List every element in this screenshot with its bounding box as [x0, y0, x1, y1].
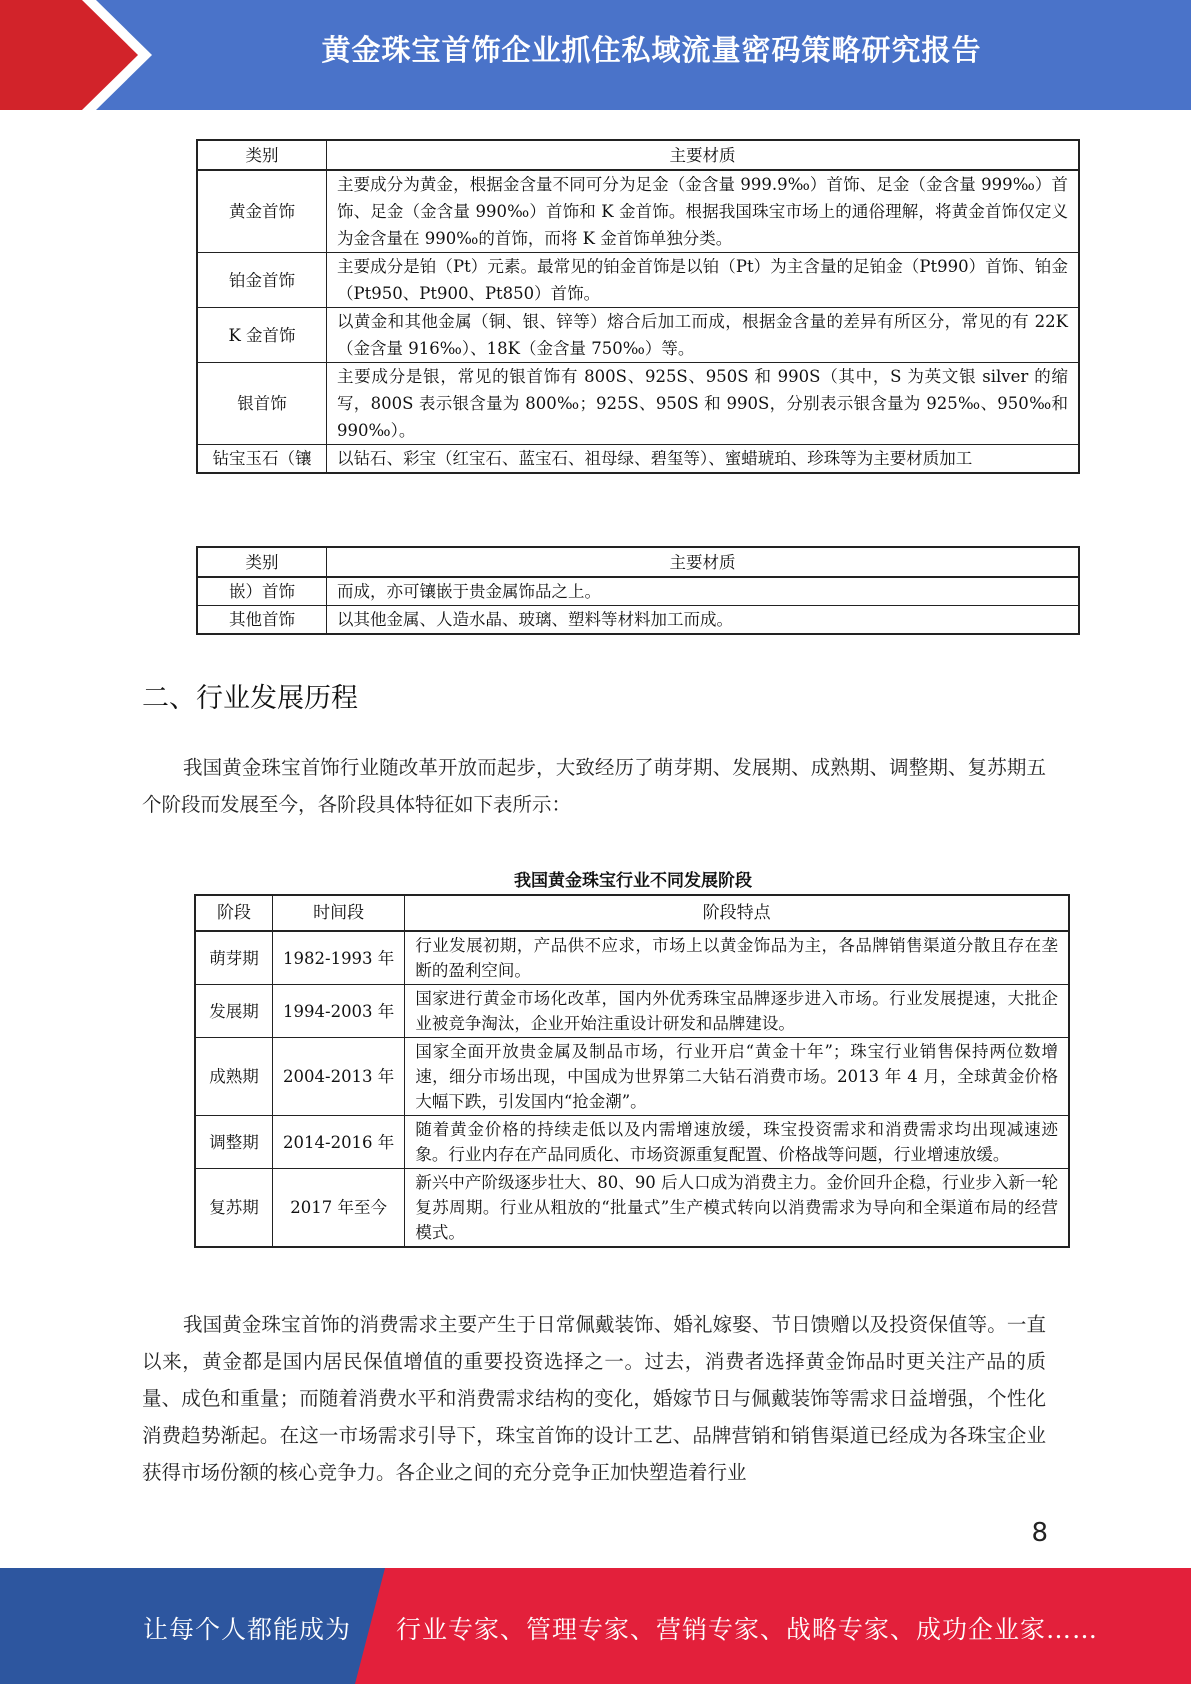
- category-cell: 其他首饰: [197, 606, 327, 635]
- category-cell: 铂金首饰: [197, 253, 327, 308]
- table-header-row: [195, 895, 1069, 931]
- body-paragraph: 我国黄金珠宝首饰的消费需求主要产生于日常佩戴装饰、婚礼嫁娶、节日馈赠以及投资保值等。一直以来，黄金都是国内居民保值增值的重要投资选择之一。过去，消费者选择黄金饰品时更关注产品的质量、成色和重量；而随着消费水平和消费需求结构的变化，婚嫁节日与佩戴装饰等需求日益增强，个性化消费趋势渐起。在这一市场需求引导下，珠宝首饰的设计工艺、品牌营销和销售渠道已经成为各珠宝企业获得市场份额的核心竞争力。各企业之间的充分竞争正加快塑造着行业: [142, 1313, 1046, 1484]
- period-cell: 2004-2013 年: [273, 1038, 405, 1116]
- table-row: [197, 308, 1079, 363]
- table-row: [197, 253, 1079, 308]
- stage-cell: 萌芽期: [195, 931, 273, 985]
- table-row: [195, 985, 1069, 1038]
- category-cell: K 金首饰: [197, 308, 327, 363]
- material-cell: 主要成分为黄金，根据金含量不同可分为足金（金含量 999.9‰）首饰、足金（金含量 999‰）首饰、足金（金含量 990‰）首饰和 K 金首饰。根据我国珠宝市场上的通俗理解，将黄金首饰仅定义为金含量在 990‰的首饰，而将 K 金首饰单独分类。: [327, 170, 1080, 253]
- stage-cell: 调整期: [195, 1116, 273, 1169]
- column-header: 阶段特点: [405, 895, 1069, 931]
- table-row: [197, 577, 1079, 606]
- material-cell: 以钻石、彩宝（红宝石、蓝宝石、祖母绿、碧玺等）、蜜蜡琥珀、珍珠等为主要材质加工: [327, 445, 1080, 474]
- material-table-part1: [196, 139, 1080, 474]
- table-row: [197, 363, 1079, 445]
- material-cell: 以其他金属、人造水晶、玻璃、塑料等材料加工而成。: [327, 606, 1080, 635]
- stage-cell: 成熟期: [195, 1038, 273, 1116]
- column-header: 类别: [197, 140, 327, 170]
- footer-slogan-left: 让每个人都能成为: [143, 1615, 352, 1644]
- table-caption: 我国黄金珠宝行业不同发展阶段: [514, 871, 752, 891]
- period-cell: 2014-2016 年: [273, 1116, 405, 1169]
- column-header: 主要材质: [327, 140, 1080, 170]
- feature-cell: 新兴中产阶级逐步壮大、80、90 后人口成为消费主力。金价回升企稳，行业步入新一轮复苏周期。行业从粗放的“批量式”生产模式转向以消费需求为导向和全渠道布局的经营模式。: [405, 1169, 1069, 1248]
- period-cell: 2017 年至今: [273, 1169, 405, 1248]
- period-cell: 1994-2003 年: [273, 985, 405, 1038]
- development-stages-table: [194, 894, 1070, 1248]
- material-table-part2: [196, 546, 1080, 635]
- table-row: [195, 1116, 1069, 1169]
- table-row: [195, 931, 1069, 985]
- material-cell: 以黄金和其他金属（铜、银、锌等）熔合后加工而成，根据金含量的差异有所区分，常见的有 22K（金含量 916‰）、18K（金含量 750‰）等。: [327, 308, 1080, 363]
- category-cell: 钻宝玉石（镶: [197, 445, 327, 474]
- column-header: 主要材质: [327, 547, 1080, 577]
- column-header: 阶段: [195, 895, 273, 931]
- material-cell: 主要成分是铂（Pt）元素。最常见的铂金首饰是以铂（Pt）为主含量的足铂金（Pt990）首饰、铂金（Pt950、Pt900、Pt850）首饰。: [327, 253, 1080, 308]
- category-cell: 嵌）首饰: [197, 577, 327, 606]
- body-paragraph: 我国黄金珠宝首饰行业随改革开放而起步，大致经历了萌芽期、发展期、成熟期、调整期、复苏期五个阶段而发展至今，各阶段具体特征如下表所示：: [142, 756, 1046, 816]
- feature-cell: 随着黄金价格的持续走低以及内需增速放缓，珠宝投资需求和消费需求均出现减速迹象。行业内存在产品同质化、市场资源重复配置、价格战等问题，行业增速放缓。: [405, 1116, 1069, 1169]
- feature-cell: 行业发展初期，产品供不应求，市场上以黄金饰品为主，各品牌销售渠道分散且存在垄断的盈利空间。: [405, 931, 1069, 985]
- table-row: [197, 606, 1079, 635]
- table-row: [197, 445, 1079, 474]
- column-header: 时间段: [273, 895, 405, 931]
- feature-cell: 国家全面开放贵金属及制品市场，行业开启“黄金十年”；珠宝行业销售保持两位数增速，细分市场出现，中国成为世界第二大钻石消费市场。2013 年 4 月，全球黄金价格大幅下跌，引发国内“抢金潮”。: [405, 1038, 1069, 1116]
- stage-cell: 复苏期: [195, 1169, 273, 1248]
- column-header: 类别: [197, 547, 327, 577]
- feature-cell: 国家进行黄金市场化改革，国内外优秀珠宝品牌逐步进入市场。行业发展提速，大批企业被竞争淘汰，企业开始注重设计研发和品牌建设。: [405, 985, 1069, 1038]
- footer-slogan-right: 行业专家、管理专家、营销专家、战略专家、成功企业家……: [396, 1615, 1099, 1644]
- page-number: 8: [1031, 1518, 1048, 1548]
- material-cell: 而成，亦可镶嵌于贵金属饰品之上。: [327, 577, 1080, 606]
- table-header-row: [197, 140, 1079, 170]
- report-title: 黄金珠宝首饰企业抓住私域流量密码策略研究报告: [321, 33, 982, 67]
- section-heading: 二、行业发展历程: [142, 683, 358, 714]
- category-cell: 黄金首饰: [197, 170, 327, 253]
- table-header-row: [197, 547, 1079, 577]
- period-cell: 1982-1993 年: [273, 931, 405, 985]
- table-row: [197, 170, 1079, 253]
- material-cell: 主要成分是银，常见的银首饰有 800S、925S、950S 和 990S（其中，S 为英文银 silver 的缩写，800S 表示银含量为 800‰；925S、950S 和 990S，分别表示银含量为 925‰、950‰和 990‰）。: [327, 363, 1080, 445]
- category-cell: 银首饰: [197, 363, 327, 445]
- table-row: [195, 1169, 1069, 1248]
- table-row: [195, 1038, 1069, 1116]
- stage-cell: 发展期: [195, 985, 273, 1038]
